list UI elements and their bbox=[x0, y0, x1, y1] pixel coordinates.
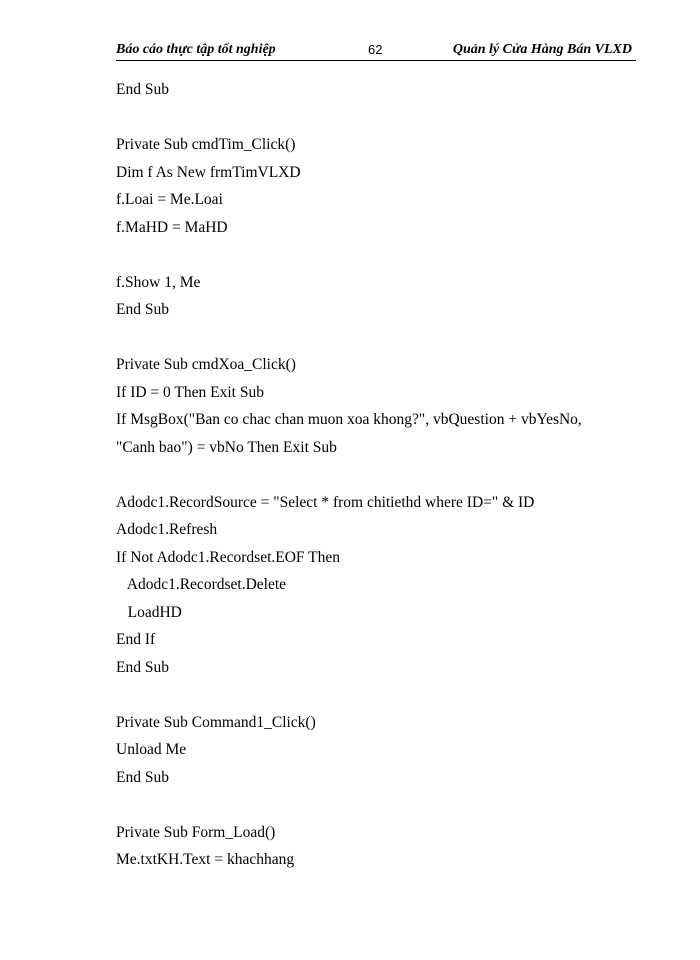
code-line: Private Sub Command1_Click() bbox=[116, 713, 316, 731]
header-project-title: Quản lý Cửa Hàng Bán VLXD bbox=[452, 42, 632, 57]
code-line: f.Show 1, Me bbox=[116, 273, 201, 291]
page-number: 62 bbox=[368, 42, 383, 57]
code-line: Adodc1.Recordset.Delete bbox=[116, 576, 287, 593]
code-line: Me.txtKH.Text = khachhang bbox=[116, 851, 295, 868]
code-line: End Sub bbox=[116, 81, 169, 98]
code-line: f.MaHD = MaHD bbox=[116, 218, 228, 236]
code-line: Dim f As New frmTimVLXD bbox=[116, 163, 301, 181]
code-line bbox=[116, 685, 582, 713]
code-line: If ID = 0 Then Exit Sub bbox=[116, 383, 264, 401]
code-line: End Sub bbox=[116, 301, 169, 318]
header-report-title: Báo cáo thực tập tốt nghiệp bbox=[116, 42, 276, 57]
page-header bbox=[116, 42, 636, 61]
code-line: Private Sub Form_Load() bbox=[116, 823, 276, 841]
code-line: Adodc1.RecordSource = "Select * from chitiethd where ID=" & ID bbox=[116, 493, 535, 511]
code-line: If MsgBox("Ban co chac chan muon xoa khong?", vbQuestion + vbYesNo, bbox=[116, 411, 582, 428]
code-line: Private Sub cmdTim_Click() bbox=[116, 136, 296, 153]
code-line: If Not Adodc1.Recordset.EOF Then bbox=[116, 548, 340, 566]
code-line: Unload Me bbox=[116, 741, 187, 758]
code-line bbox=[116, 795, 582, 823]
code-line: End Sub bbox=[116, 658, 169, 676]
code-line: LoadHD bbox=[116, 603, 182, 621]
code-line: Private Sub cmdXoa_Click() bbox=[116, 356, 296, 373]
code-line bbox=[116, 328, 582, 356]
code-line bbox=[116, 108, 582, 136]
code-line: Adodc1.Refresh bbox=[116, 521, 218, 538]
code-line bbox=[116, 465, 582, 493]
code-line: "Canh bao") = vbNo Then Exit Sub bbox=[116, 438, 337, 456]
code-line: End Sub bbox=[116, 768, 169, 786]
code-listing bbox=[116, 80, 582, 878]
code-line bbox=[116, 245, 582, 273]
code-line: End If bbox=[116, 631, 156, 648]
code-line: f.Loai = Me.Loai bbox=[116, 191, 223, 208]
